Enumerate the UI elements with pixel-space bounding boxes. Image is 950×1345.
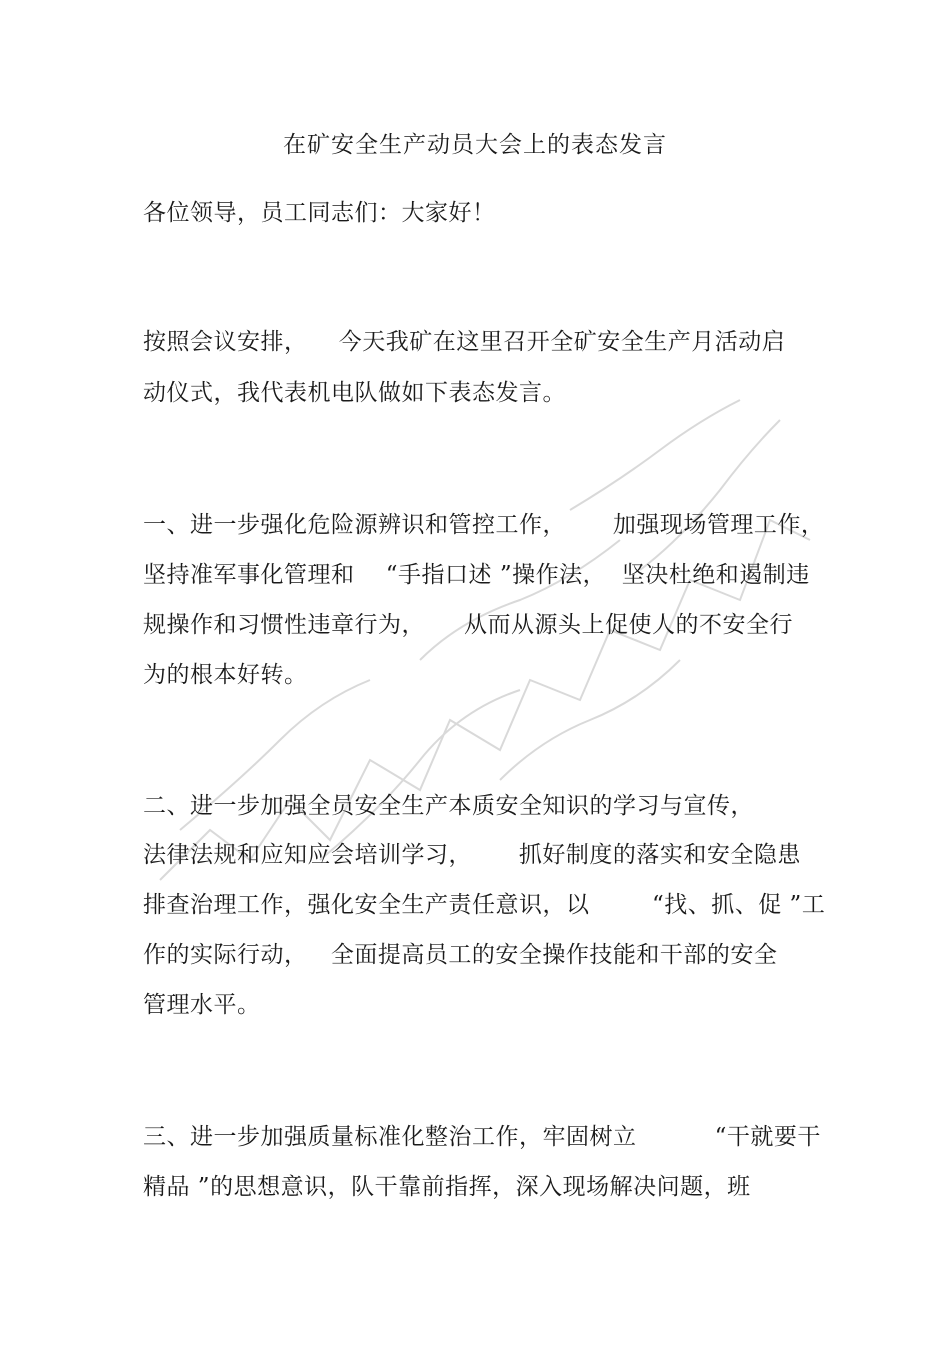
paragraph-3-line-5: 管理水平。 xyxy=(143,992,261,1018)
paragraph-3-line-3: 排查治理工作，强化安全生产责任意识，以 “找、抓、促 ”工 xyxy=(143,892,826,918)
paragraph-3-line-4: 作的实际行动， 全面提高员工的安全操作技能和干部的安全 xyxy=(143,942,778,968)
paragraph-3-line-2: 法律法规和应知应会培训学习， 抓好制度的落实和安全隐患 xyxy=(143,842,801,868)
paragraph-4-line-1: 三、进一步加强质量标准化整治工作，牢固树立 “干就要干 xyxy=(143,1124,821,1150)
document-title: 在矿安全生产动员大会上的表态发言 xyxy=(283,132,667,158)
paragraph-3-line-1: 二、进一步加强全员安全生产本质安全知识的学习与宣传， xyxy=(143,793,754,819)
paragraph-1-line-2: 动仪式，我代表机电队做如下表态发言。 xyxy=(143,380,566,406)
paragraph-4-line-2: 精品 ”的思想意识，队干靠前指挥，深入现场解决问题，班 xyxy=(143,1174,751,1200)
paragraph-2-line-2: 坚持准军事化管理和 “手指口述 ”操作法， 坚决杜绝和遏制违 xyxy=(143,562,810,588)
paragraph-1-line-1: 按照会议安排， 今天我矿在这里召开全矿安全生产月活动启 xyxy=(143,329,786,355)
greeting-line: 各位领导，员工同志们：大家好！ xyxy=(143,200,496,226)
paragraph-2-line-1: 一、进一步强化危险源辨识和管控工作， 加强现场管理工作， xyxy=(143,512,825,538)
paragraph-2-line-3: 规操作和习惯性违章行为， 从而从源头上促使人的不安全行 xyxy=(143,612,794,638)
paragraph-2-line-4: 为的根本好转。 xyxy=(143,662,308,688)
